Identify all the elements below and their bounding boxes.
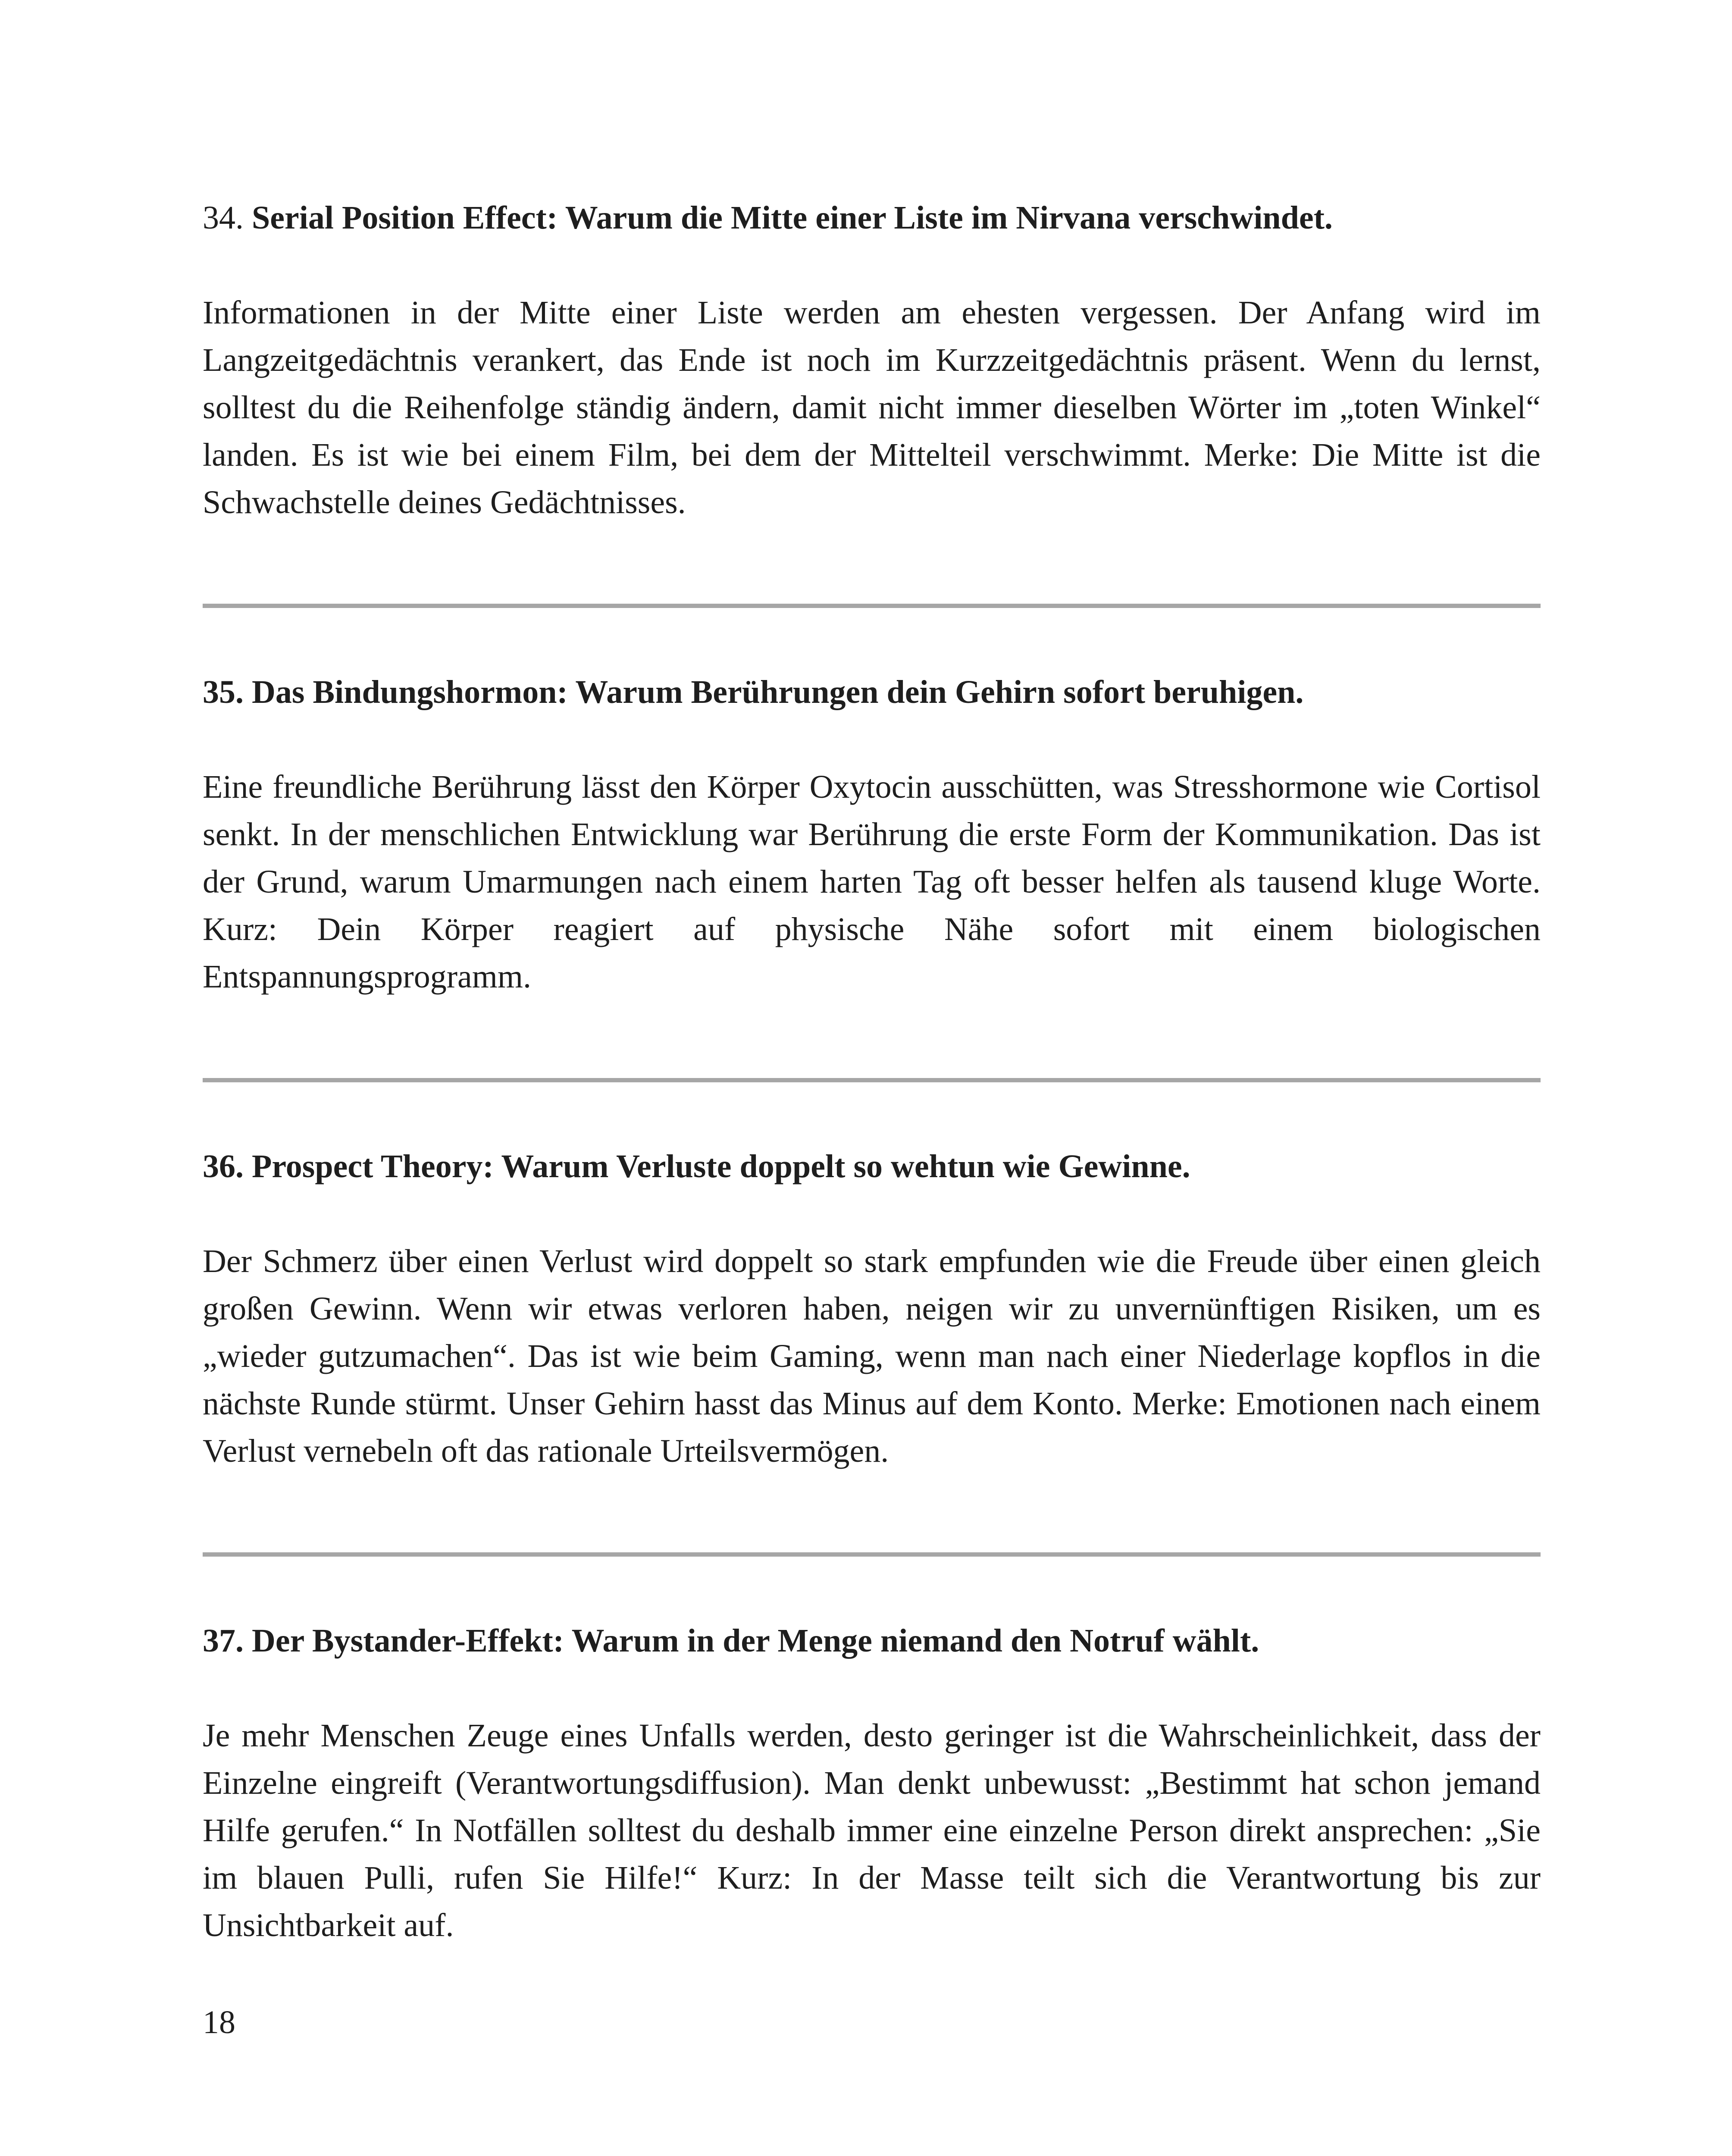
section-body: Je mehr Menschen Zeuge eines Unfalls werden, desto geringer ist die Wahrscheinlichkeit, dass der Einzelne eingreift (Verantwortungsdiffusion). Man denkt unbewusst: „Bestimmt hat schon jemand Hilfe gerufen.“ In Notfällen solltest du deshalb immer eine einzelne Person direkt ansprechen: „Sie im blauen Pulli, rufen Sie Hilfe!“ Kurz: In der Masse teilt sich die Verantwortung bis zur Unsichtbarkeit auf. [203, 1717, 1541, 1943]
section-body: Eine freundliche Berührung lässt den Körper Oxytocin ausschütten, was Stresshormone wie Cortisol senkt. In der menschlichen Entwicklung war Berührung die erste Form der Kommunikation. Das ist der Grund, warum Umarmungen nach einem harten Tag oft besser helfen als tausend kluge Worte. Kurz: Dein Körper reagiert auf physische Nähe sofort mit einem biologischen Entspannungsprogramm. [203, 769, 1541, 995]
section-37 [203, 1619, 1541, 1949]
document-page [203, 196, 1541, 1949]
section-number: 34. [203, 200, 244, 236]
section-34 [203, 196, 1541, 526]
section-number: 35. [203, 674, 244, 710]
section-divider [203, 604, 1541, 608]
section-body: Informationen in der Mitte einer Liste werden am ehesten vergessen. Der Anfang wird im Langzeitgedächtnis verankert, das Ende ist noch im Kurzzeitgedächtnis präsent. Wenn du lernst, solltest du die Reihenfolge ständig ändern, damit nicht immer dieselben Wörter im „toten Winkel“ landen. Es ist wie bei einem Film, bei dem der Mittelteil verschwimmt. Merke: Die Mitte ist die Schwachstelle deines Gedächtnisses. [203, 295, 1541, 520]
section-divider [203, 1552, 1541, 1557]
section-35 [203, 671, 1541, 1000]
section-number: 37. [203, 1623, 244, 1659]
section-title: Serial Position Effect: Warum die Mitte einer Liste im Nirvana verschwindet. [252, 200, 1333, 236]
section-number: 36. [203, 1148, 244, 1185]
section-heading [203, 196, 1541, 239]
page-number: 18 [203, 2004, 235, 2040]
section-body: Der Schmerz über einen Verlust wird doppelt so stark empfunden wie die Freude über einen gleich großen Gewinn. Wenn wir etwas verloren haben, neigen wir zu unvernünftigen Risiken, um es „wieder gutzumachen“. Das ist wie beim Gaming, wenn man nach einer Niederlage kopflos in die nächste Runde stürmt. Unser Gehirn hasst das Minus auf dem Konto. Merke: Emotionen nach einem Verlust vernebeln oft das rationale Urteilsvermögen. [203, 1243, 1541, 1469]
section-heading [203, 1145, 1541, 1188]
section-title: Prospect Theory: Warum Verluste doppelt so wehtun wie Gewinne. [252, 1148, 1190, 1185]
section-divider [203, 1078, 1541, 1082]
section-36 [203, 1145, 1541, 1475]
section-title: Der Bystander-Effekt: Warum in der Menge niemand den Notruf wählt. [252, 1623, 1259, 1659]
section-heading [203, 1619, 1541, 1662]
section-title: Das Bindungshormon: Warum Berührungen dein Gehirn sofort beruhigen. [252, 674, 1304, 710]
section-heading [203, 671, 1541, 714]
